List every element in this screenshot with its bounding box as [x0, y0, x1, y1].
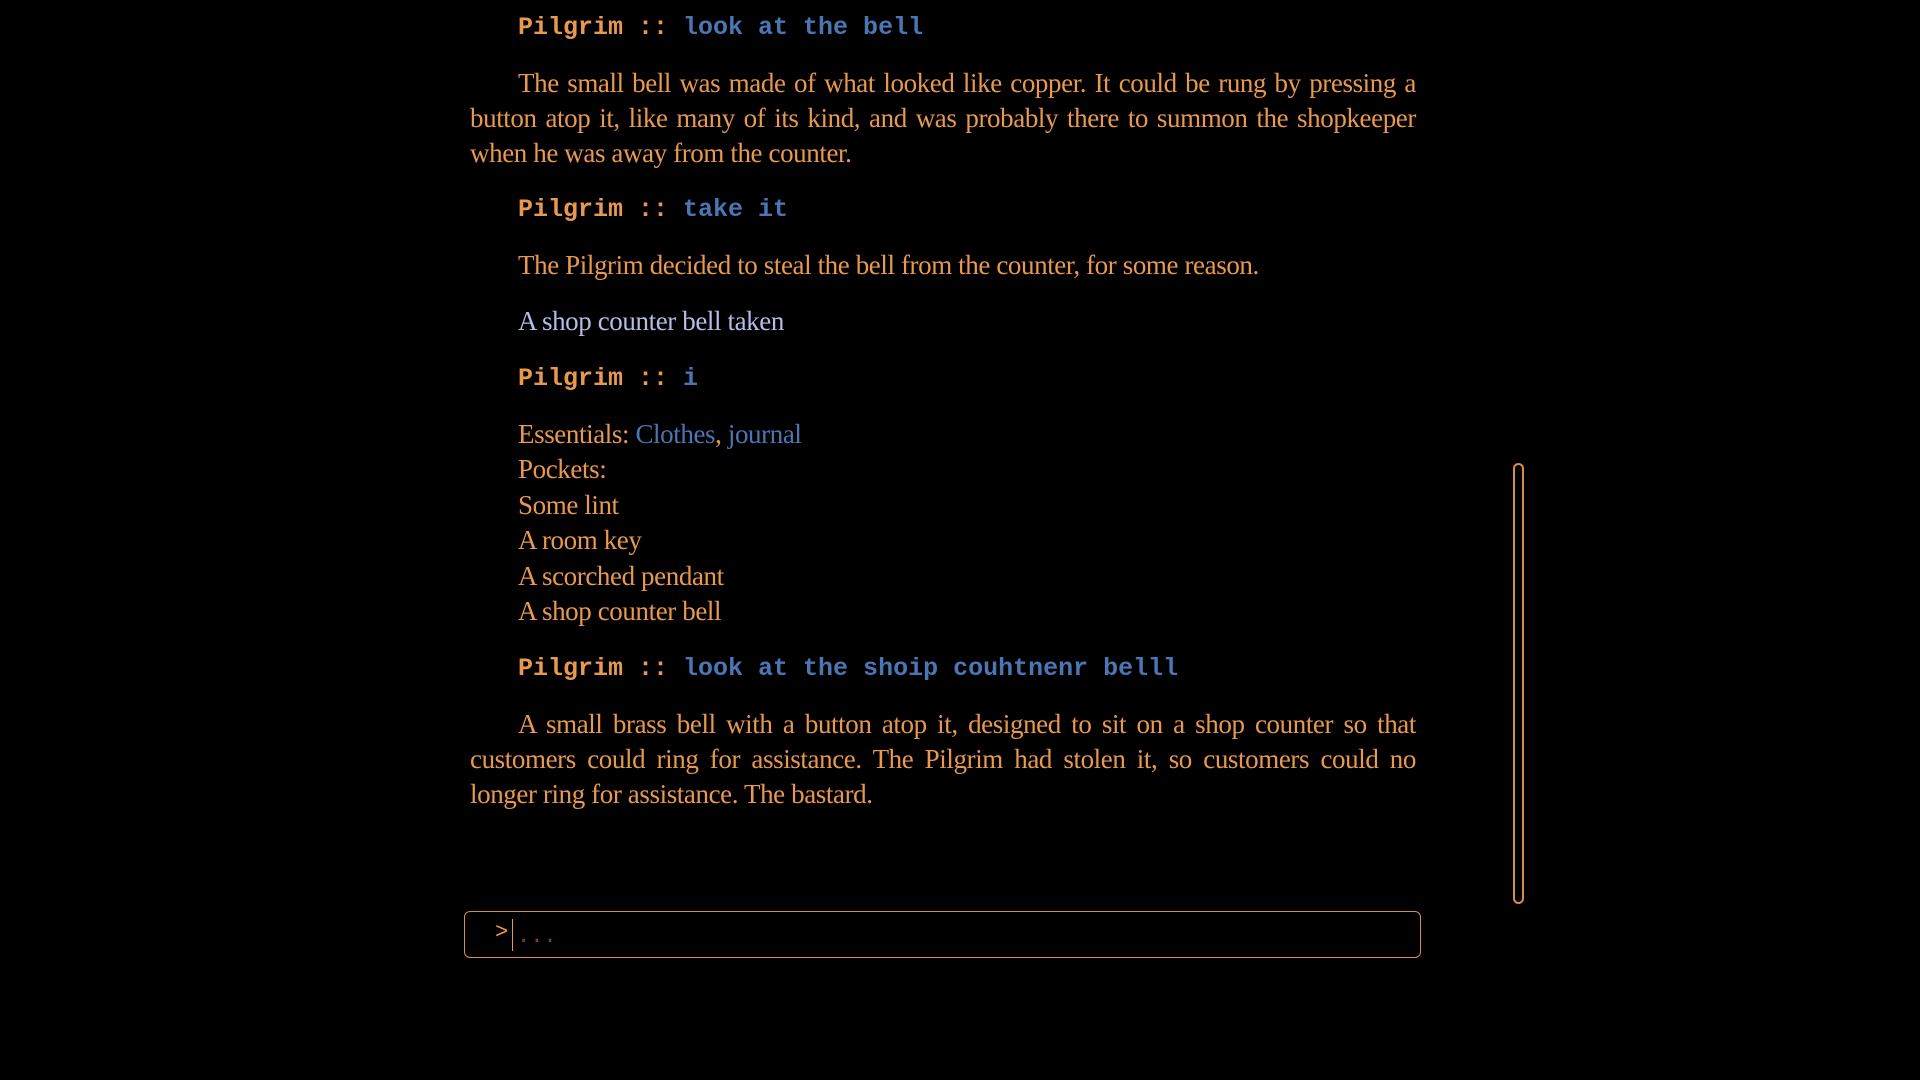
actor-label: Pilgrim :: — [518, 653, 684, 683]
pockets-label: Pockets: — [518, 454, 607, 484]
command-line — [470, 10, 1416, 45]
actor-label: Pilgrim :: — [518, 363, 684, 393]
command-text: look at the bell — [683, 13, 924, 42]
pocket-item: Some lint — [518, 489, 619, 520]
essentials-row — [518, 417, 1416, 453]
separator: , — [715, 418, 728, 449]
pocket-item: A scorched pendant — [518, 560, 724, 591]
command-input-box[interactable] — [464, 911, 1421, 958]
command-line — [470, 192, 1416, 227]
command-text: i — [683, 363, 699, 393]
scrollbar[interactable] — [1513, 463, 1524, 904]
actor-label: Pilgrim :: — [518, 13, 684, 42]
command-line — [470, 651, 1416, 686]
game-log — [470, 10, 1416, 833]
text-caret — [512, 919, 513, 951]
command-line — [470, 361, 1416, 396]
item-link-clothes[interactable]: Clothes — [635, 418, 716, 449]
command-text: look at the shoip couhtnenr belll — [683, 653, 1179, 683]
item-taken-note: A shop counter bell taken — [518, 306, 784, 336]
command-text: take it — [683, 195, 789, 224]
command-input[interactable] — [515, 918, 1399, 954]
pocket-item: A room key — [518, 525, 642, 555]
essentials-label: Essentials: — [518, 418, 636, 449]
item-link-journal[interactable]: journal — [727, 418, 802, 449]
narration-paragraph: The small bell was made of what looked like copper. It could be rung by pressing a button atop it, like many of its kind, and was probably there to summon the shopkeeper when he was away from the counter. — [470, 68, 1416, 168]
narration-paragraph: A small brass bell with a button atop it, designed to sit on a shop counter so that customers could ring for assistance. The Pilgrim had stolen it, so customers could no longer ring for assistance. The bastard. — [470, 708, 1416, 809]
actor-label: Pilgrim :: — [518, 195, 684, 224]
pocket-item: A shop counter bell — [518, 596, 722, 626]
prompt-chevron-icon: > — [495, 920, 509, 945]
narration-paragraph: The Pilgrim decided to steal the bell from the counter, for some reason. — [518, 250, 1259, 280]
inventory-list — [470, 417, 1416, 630]
